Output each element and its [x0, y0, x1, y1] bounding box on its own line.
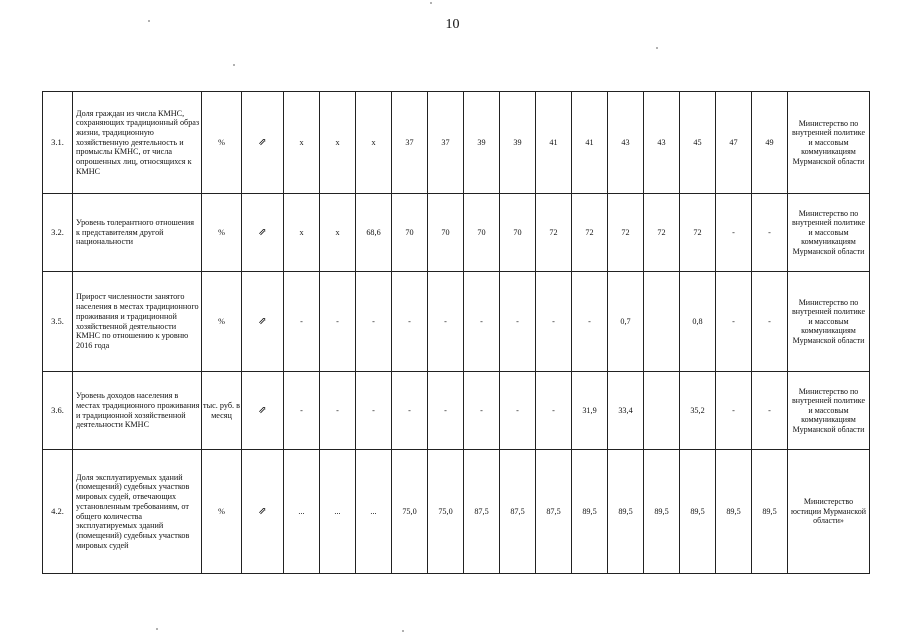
value-cell: 37 [428, 92, 464, 194]
unit-cell: % [202, 450, 242, 574]
value-cell: 87,5 [464, 450, 500, 574]
scan-speck [156, 628, 158, 630]
value-cell: 75,0 [428, 450, 464, 574]
value-cell: 70 [464, 194, 500, 272]
value-cell: - [464, 272, 500, 372]
value-cell: 47 [716, 92, 752, 194]
value-cell: 70 [428, 194, 464, 272]
value-cell: - [356, 372, 392, 450]
value-cell: х [284, 92, 320, 194]
value-cell: 72 [536, 194, 572, 272]
responsible-agency: Министерство по внутренней политике и массовым коммуникациям Мурманской области [788, 194, 870, 272]
value-cell: - [320, 372, 356, 450]
value-cell: 0,8 [680, 272, 716, 372]
trend-arrow-icon: ⇗ [242, 272, 284, 372]
indicator-name: Уровень доходов населения в местах традиционного проживания и традиционной хозяйственной деятельности КМНС [73, 372, 202, 450]
value-cell: 39 [500, 92, 536, 194]
value-cell: - [392, 272, 428, 372]
value-cell: - [716, 194, 752, 272]
value-cell: - [536, 272, 572, 372]
value-cell: 89,5 [752, 450, 788, 574]
value-cell: 41 [536, 92, 572, 194]
scan-speck [402, 630, 404, 632]
indicator-name: Прирост численности занятого населения в местах традиционного проживания и традиционной хозяйственной деятельности КМНС по отношению к уровню 2016 года [73, 272, 202, 372]
value-cell: 68,6 [356, 194, 392, 272]
responsible-agency: Министерство по внутренней политике и массовым коммуникациям Мурманской области [788, 272, 870, 372]
value-cell: 72 [608, 194, 644, 272]
value-cell: 70 [500, 194, 536, 272]
unit-cell: % [202, 194, 242, 272]
value-cell: 31,9 [572, 372, 608, 450]
value-cell: 33,4 [608, 372, 644, 450]
value-cell: - [500, 272, 536, 372]
value-cell: 89,5 [716, 450, 752, 574]
unit-cell: тыс. руб. в месяц [202, 372, 242, 450]
value-cell: х [284, 194, 320, 272]
value-cell: 0,7 [608, 272, 644, 372]
value-cell: - [536, 372, 572, 450]
value-cell: 39 [464, 92, 500, 194]
responsible-agency: Министерство по внутренней политике и массовым коммуникациям Мурманской области [788, 372, 870, 450]
value-cell: 87,5 [536, 450, 572, 574]
indicators-table [42, 91, 870, 574]
value-cell: х [356, 92, 392, 194]
value-cell: - [356, 272, 392, 372]
scan-speck [656, 47, 658, 49]
scan-speck [148, 20, 150, 22]
responsible-agency: Министерство юстиции Мурманской области» [788, 450, 870, 574]
value-cell: ... [284, 450, 320, 574]
value-cell: 89,5 [680, 450, 716, 574]
value-cell: 37 [392, 92, 428, 194]
value-cell: - [572, 272, 608, 372]
table-row [43, 272, 870, 372]
value-cell: - [392, 372, 428, 450]
value-cell: 87,5 [500, 450, 536, 574]
value-cell: 75,0 [392, 450, 428, 574]
value-cell: 43 [608, 92, 644, 194]
value-cell: - [716, 372, 752, 450]
value-cell: - [284, 372, 320, 450]
indicator-name: Уровень толерантного отношения к представителям другой национальности [73, 194, 202, 272]
value-cell: 43 [644, 92, 680, 194]
value-cell: - [464, 372, 500, 450]
row-code: 3.6. [43, 372, 73, 450]
value-cell: - [320, 272, 356, 372]
value-cell: 35,2 [680, 372, 716, 450]
scan-speck [233, 64, 235, 66]
indicator-name: Доля эксплуатируемых зданий (помещений) судебных участков мировых судей, отвечающих установленным требованиям, от общего количества эксплуатируемых зданий (помещений) судебных участков мировых судей [73, 450, 202, 574]
value-cell: - [752, 272, 788, 372]
page-number: 10 [445, 17, 460, 32]
value-cell: 72 [680, 194, 716, 272]
trend-arrow-icon: ⇗ [242, 450, 284, 574]
value-cell: - [428, 272, 464, 372]
value-cell: - [716, 272, 752, 372]
value-cell: 41 [572, 92, 608, 194]
value-cell: 70 [392, 194, 428, 272]
value-cell: ... [320, 450, 356, 574]
value-cell: 89,5 [644, 450, 680, 574]
value-cell: 45 [680, 92, 716, 194]
indicator-name: Доля граждан из числа КМНС, сохраняющих традиционный образ жизни, традиционную хозяйственную деятельность и промыслы КМНС, от числа опрошенных лиц, относящихся к КМНС [73, 92, 202, 194]
value-cell: - [284, 272, 320, 372]
value-cell: 72 [572, 194, 608, 272]
trend-arrow-icon: ⇗ [242, 92, 284, 194]
value-cell [644, 372, 680, 450]
unit-cell: % [202, 272, 242, 372]
trend-arrow-icon: ⇗ [242, 194, 284, 272]
value-cell: 89,5 [572, 450, 608, 574]
trend-arrow-icon: ⇗ [242, 372, 284, 450]
row-code: 4.2. [43, 450, 73, 574]
table-row [43, 372, 870, 450]
unit-cell: % [202, 92, 242, 194]
value-cell: 89,5 [608, 450, 644, 574]
scan-speck [430, 2, 432, 4]
value-cell: - [752, 372, 788, 450]
value-cell: 49 [752, 92, 788, 194]
value-cell: 72 [644, 194, 680, 272]
value-cell: - [428, 372, 464, 450]
row-code: 3.2. [43, 194, 73, 272]
row-code: 3.1. [43, 92, 73, 194]
responsible-agency: Министерство по внутренней политике и массовым коммуникациям Мурманской области [788, 92, 870, 194]
value-cell: - [500, 372, 536, 450]
value-cell: ... [356, 450, 392, 574]
table-row [43, 194, 870, 272]
row-code: 3.5. [43, 272, 73, 372]
value-cell [644, 272, 680, 372]
table-row [43, 450, 870, 574]
value-cell: х [320, 92, 356, 194]
table-row [43, 92, 870, 194]
value-cell: - [752, 194, 788, 272]
value-cell: х [320, 194, 356, 272]
